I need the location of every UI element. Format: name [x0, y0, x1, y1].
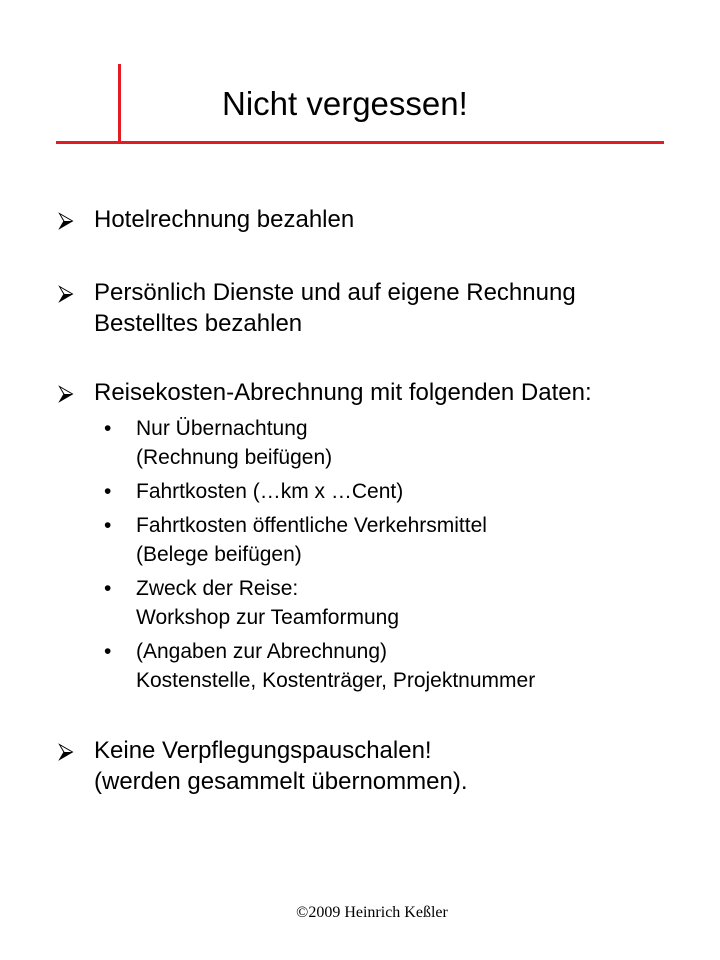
- dot-bullet-icon: •: [104, 480, 112, 503]
- sub-item-line: Nur Übernachtung: [136, 417, 308, 440]
- arrow-bullet-icon: ⮚: [58, 380, 74, 405]
- sub-item-line: (Rechnung beifügen): [136, 446, 333, 469]
- sub-list-item: [104, 511, 664, 569]
- title-horizontal-line: [56, 141, 664, 144]
- sub-item-line: (Belege beifügen): [136, 543, 302, 566]
- sub-list-item: [104, 637, 664, 695]
- main-item-line: Keine Verpflegungspauschalen!: [94, 737, 432, 764]
- sub-item-line: Zweck der Reise:: [136, 577, 299, 600]
- sub-list-item: [104, 477, 664, 506]
- arrow-bullet-icon: ⮚: [58, 207, 74, 232]
- sub-item-line: (Angaben zur Abrechnung): [136, 640, 388, 663]
- sub-item-line: Workshop zur Teamformung: [136, 606, 400, 629]
- sub-item-line: Kostenstelle, Kostenträger, Projektnummer: [136, 669, 536, 692]
- main-item-line: (werden gesammelt übernommen).: [94, 768, 468, 795]
- page-title: Nicht vergessen!: [222, 85, 468, 122]
- footer-copyright: ©2009 Heinrich Keßler: [296, 904, 448, 921]
- sub-list-item: [104, 574, 664, 632]
- title-vertical-line: [118, 64, 121, 144]
- dot-bullet-icon: •: [104, 514, 112, 537]
- sub-list-item: [104, 414, 664, 472]
- main-item-line: Reisekosten-Abrechnung mit folgenden Daten:: [94, 379, 592, 406]
- main-item-line: Persönlich Dienste und auf eigene Rechnung: [94, 279, 576, 306]
- arrow-bullet-icon: ⮚: [58, 738, 74, 763]
- sub-item-line: Fahrtkosten öffentliche Verkehrsmittel: [136, 514, 487, 537]
- dot-bullet-icon: •: [104, 640, 112, 663]
- main-item-line: Hotelrechnung bezahlen: [94, 206, 355, 233]
- main-item-line: Bestelltes bezahlen: [94, 310, 303, 337]
- sub-item-line: Fahrtkosten (…km x …Cent): [136, 480, 404, 503]
- dot-bullet-icon: •: [104, 577, 112, 600]
- dot-bullet-icon: •: [104, 417, 112, 440]
- sub-list: [104, 414, 664, 700]
- arrow-bullet-icon: ⮚: [58, 280, 74, 305]
